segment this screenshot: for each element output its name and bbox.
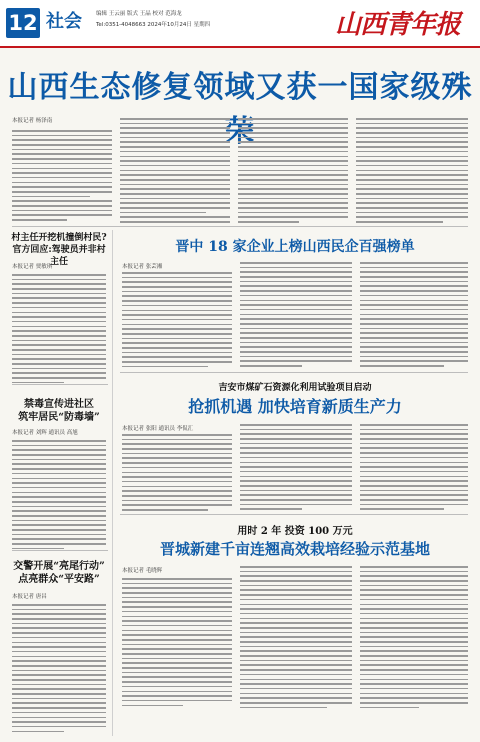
article-4-byline: 本报记者 毛晓辉	[122, 568, 163, 574]
side-story-1-body	[12, 274, 106, 387]
side-story-1-title-line2: 官方回应:驾驶员并非村主任	[12, 245, 106, 267]
article-3-headline: 抢抓机遇 加快培育新质生产力	[188, 397, 402, 416]
article-4-col-1	[122, 578, 232, 709]
main-article-col-2	[120, 118, 230, 226]
article-4-col-2	[240, 566, 352, 711]
editor-credits: 编辑 王云丽 版式 王晶 校对 范海龙	[96, 11, 182, 17]
main-article-col-1	[12, 130, 112, 224]
masthead	[0, 0, 480, 48]
side-story-2-byline: 本报记者 刘辉 通讯员 高旭	[12, 430, 78, 436]
article-3-col-2	[240, 424, 352, 513]
main-byline: 本报记者 杨泽南	[12, 118, 53, 124]
article-3-kicker: 吉安市煤矿石资源化利用试验项目启动	[218, 383, 372, 393]
side-story-3-title	[10, 560, 108, 586]
article-2-byline: 本报记者 张芸湘	[122, 264, 163, 270]
article-4-headline: 晋城新建千亩连翘高效栽培经验示范基地	[159, 540, 430, 558]
side-story-2-title	[10, 398, 108, 424]
main-article-col-4	[356, 118, 468, 226]
article-4-col-3	[360, 566, 468, 711]
side-story-3-title-line1: 交警开展“亮尾行动”	[13, 561, 105, 572]
side-divider-2	[12, 550, 108, 551]
newspaper-logo: 山西青年报	[334, 10, 460, 40]
section-divider	[12, 226, 468, 227]
side-story-2-title-line2: 筑牢居民“防毒墙”	[18, 412, 100, 423]
main-headline: 山西生态修复领域又获一国家级殊	[7, 70, 473, 105]
contact-date-line: Tel:0351-4048663 2024年10月24日 星期四	[96, 22, 211, 28]
side-story-3-body	[12, 604, 106, 735]
main-article-col-3	[238, 118, 348, 226]
article-3-byline: 本报记者 张阳 通讯员 李侃汇	[122, 426, 194, 432]
side-story-3-title-line2: 点亮群众“平安路”	[18, 574, 100, 585]
column-rule	[112, 230, 113, 736]
article-2-col-2	[240, 262, 352, 370]
side-story-2-title-line1: 禁毒宣传进社区	[24, 399, 94, 410]
article-4-kicker: 用时 2 年 投资 100 万元	[237, 526, 353, 537]
article-2-headline: 晋中 18 家企业上榜山西民企百强榜单	[175, 239, 415, 255]
section-name: 社会	[46, 11, 82, 32]
side-story-1-title-line1: 村主任开挖机撞倒村民?	[11, 233, 107, 243]
side-story-2-body	[12, 440, 106, 553]
article-3-col-3	[360, 424, 468, 513]
article-2-col-3	[360, 262, 468, 370]
side-story-3-byline: 本报记者 唐昌	[12, 594, 47, 600]
article-2-col-1	[122, 272, 232, 370]
side-story-1-byline: 本报记者 贾敏琪	[12, 264, 53, 270]
article-divider-2	[120, 372, 468, 373]
page-number: 12	[6, 8, 40, 38]
article-3-col-1	[122, 434, 232, 514]
side-divider-1	[12, 384, 108, 385]
article-divider-3	[120, 514, 468, 515]
